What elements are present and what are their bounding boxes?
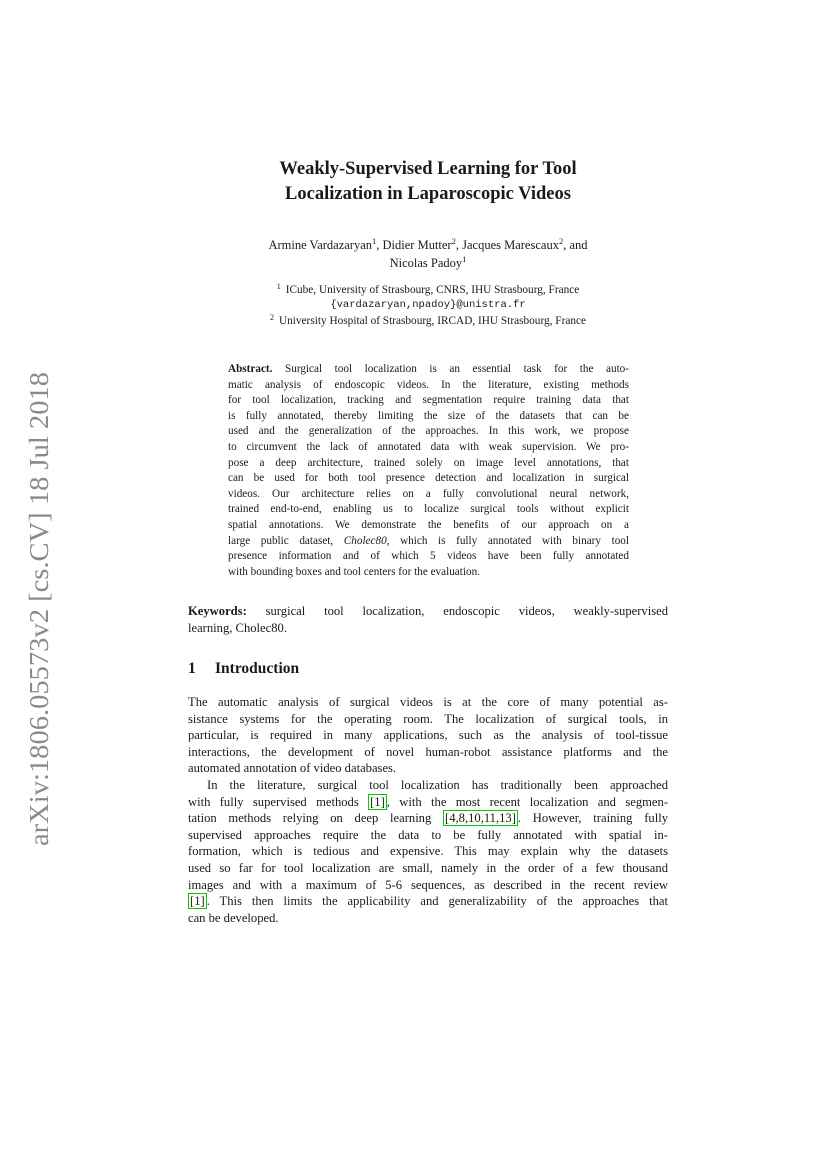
body-text: tation methods relying on deep learning	[188, 811, 444, 826]
author-list	[200, 236, 656, 272]
abstract-line: matic analysis of endoscopic videos. In the literature, existing methods	[228, 378, 629, 391]
affiliation-2	[200, 314, 656, 329]
affiliation-mark: 2	[269, 313, 274, 322]
abstract-line	[228, 362, 629, 378]
author-affil-mark: 1	[462, 254, 467, 264]
body-text: . This then limits the applicability and generalizability of the approaches that	[206, 894, 668, 909]
abstract-line: trained end-to-end, enabling us to localize surgical tools without explicit	[228, 503, 629, 516]
keywords-line	[188, 603, 668, 620]
abstract-label: Abstract.	[228, 363, 273, 375]
abstract	[228, 362, 629, 580]
citation-link[interactable]: [1]	[190, 894, 205, 909]
body-line: images and with a maximum of 5-6 sequences, as described in the recent review	[188, 877, 668, 892]
body-line: The automatic analysis of surgical videos is at the core of many potential as-	[188, 695, 668, 709]
body-line: sistance systems for the operating room. The localization of surgical tools, in	[188, 711, 668, 726]
keywords	[188, 603, 668, 637]
citation-link[interactable]: [1]	[370, 794, 385, 809]
abstract-line: spatial annotations. We demonstrate the benefits of our approach on a	[228, 518, 629, 531]
affiliation-1	[200, 283, 656, 298]
dataset-name: Cholec80	[343, 534, 387, 547]
body-line	[188, 794, 668, 811]
abstract-line: videos. Our architecture relies on a fully convolutional neural network,	[228, 487, 629, 500]
affiliation-mark: 1	[276, 282, 281, 291]
citation-link[interactable]: [4,8,10,11,13]	[445, 811, 516, 826]
body-line: formation, which is tedious and expensive. This may explain why the datasets	[188, 844, 668, 859]
author-line-1	[200, 236, 656, 254]
body-line	[188, 810, 668, 827]
body-text: . However, training fully	[517, 811, 668, 826]
body-line: used so far for tool localization are small, namely in the order of a few thousand	[188, 860, 668, 875]
section-number: 1	[188, 660, 196, 677]
arxiv-stamp	[16, 370, 60, 846]
arxiv-stamp-svg	[16, 370, 60, 846]
body-line: automated annotation of video databases.	[188, 761, 397, 776]
author-name: Armine Vardazaryan	[268, 238, 373, 252]
section-heading	[188, 660, 668, 678]
author-email: {vardazaryan,npadoy}@unistra.fr	[330, 299, 526, 311]
abstract-line	[228, 534, 629, 550]
abstract-text: , which is fully annotated with binary tool	[386, 534, 629, 547]
author-affil-mark: 2	[558, 236, 564, 246]
title-line-2: Localization in Laparoscopic Videos	[285, 184, 571, 204]
author-name: , Didier Mutter	[376, 238, 452, 252]
keywords-line: learning, Cholec80.	[188, 621, 287, 635]
abstract-text: Surgical tool localization is an essential task for the auto-	[285, 363, 629, 375]
author-conjunction: , and	[563, 238, 588, 252]
affiliation-text: ICube, University of Strasbourg, CNRS, IHU Strasbourg, France	[285, 284, 580, 296]
body-line: interactions, the development of novel human-robot assistance platforms and the	[188, 744, 668, 759]
abstract-text: large public dataset,	[228, 534, 344, 547]
author-line-2	[200, 254, 656, 272]
abstract-line: to circumvent the lack of annotated data with weak supervision. We pro-	[228, 440, 629, 453]
body-line: particular, is required in many applications, such as the analysis of tool-tissue	[188, 728, 668, 743]
abstract-line: with bounding boxes and tool centers for the evaluation.	[228, 565, 480, 578]
abstract-line: is fully annotated, thereby limiting the size of the datasets that can be	[228, 409, 629, 422]
body-text: , with the most recent localization and segmen-	[386, 794, 668, 809]
introduction-body	[188, 694, 668, 926]
arxiv-stamp-text: arXiv:1806.05573v2 [cs.CV] 18 Jul 2018	[24, 397, 54, 846]
abstract-line: presence information and of which 5 videos have been fully annotated	[228, 550, 629, 563]
author-affil-mark: 1	[372, 236, 377, 246]
abstract-line: for tool localization, tracking and segmentation require training data that	[228, 394, 629, 407]
paper-title	[188, 157, 668, 207]
author-name: Nicolas Padoy	[389, 256, 463, 270]
affiliation-text: University Hospital of Strasbourg, IRCAD, IHU Strasbourg, France	[278, 315, 587, 327]
body-text: with fully supervised methods	[188, 794, 369, 809]
title-line-1: Weakly-Supervised Learning for Tool	[279, 159, 577, 179]
keywords-label: Keywords:	[188, 604, 247, 618]
author-affil-mark: 2	[451, 236, 456, 246]
abstract-line: can be used for both tool presence detection and localization in surgical	[228, 472, 629, 485]
keywords-text: surgical tool localization, endoscopic videos, weakly-supervised	[265, 604, 668, 618]
author-name: , Jacques Marescaux	[455, 238, 559, 252]
body-line: can be developed.	[188, 910, 279, 925]
abstract-line: pose a deep architecture, trained solely on image level annotations, that	[228, 456, 629, 469]
body-line	[188, 893, 668, 910]
body-line: supervised approaches require the data to be fully annotated with spatial in-	[188, 827, 668, 842]
section-title: Introduction	[215, 660, 300, 677]
abstract-line: used and the generalization of the approaches. In this work, we propose	[228, 425, 629, 438]
body-line: In the literature, surgical tool localization has traditionally been approached	[207, 777, 668, 792]
